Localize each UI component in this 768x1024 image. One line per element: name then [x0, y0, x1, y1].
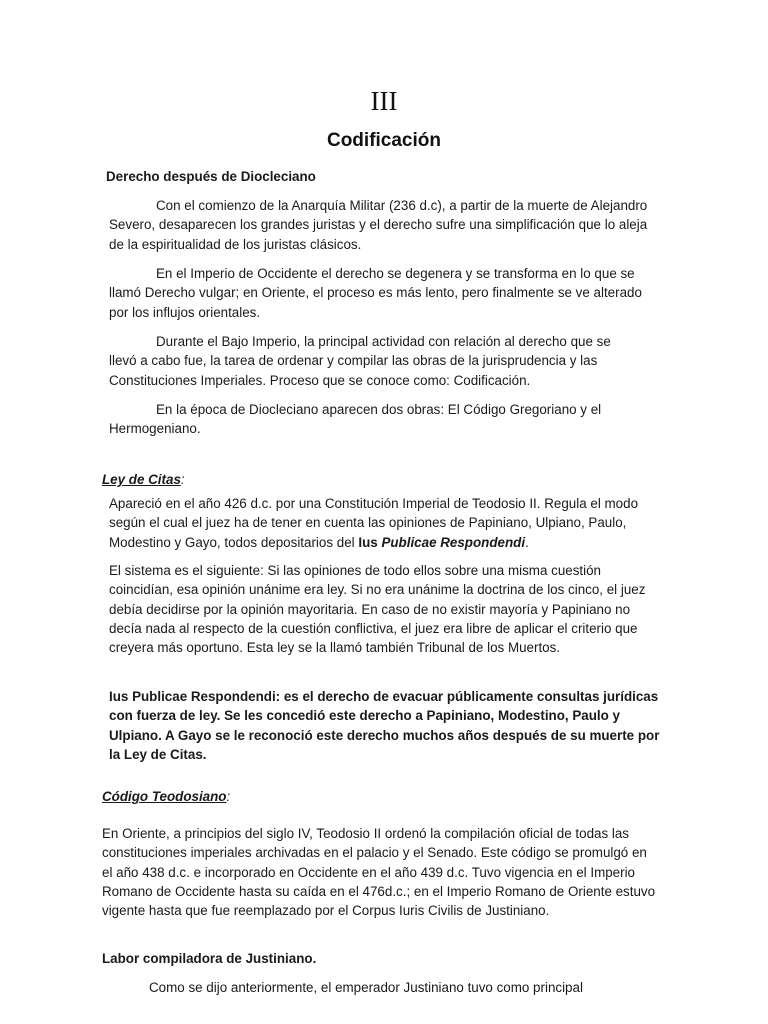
ius-term: Ius: [358, 534, 382, 550]
page-title: Codificación: [326, 130, 441, 151]
section-heading-ley-de-citas: [102, 470, 402, 489]
heading-text: Ley de Citas: [102, 472, 181, 487]
heading-colon: :: [180, 472, 185, 487]
paragraph-end: .: [525, 534, 529, 550]
section2-definition: [109, 687, 661, 764]
paragraph-text: En Oriente, a principios del siglo IV, Teodosio II ordenó la compilación oficial de todas las constituciones imperiales archivadas en el palacio y el Senado. Este código se promulgó en el año 438 d.c. e incorporado en Occidente en el año 439 d.c. Tuvo vigencia en el Imperio Romano de Occidente hasta su caída en el 476d.c.; en el Imperio Romano de Oriente estuvo vigente hasta que fue reemplazado por el Corpus Iuris Civilis de Justiniano.: [102, 826, 656, 919]
paragraph-text: El sistema es el siguiente: Si las opiniones de todo ellos sobre una misma cuestión coincidían, esa opinión unánime era ley. Si no era unánime la doctrina de los cinco, el juez debía decidirse por la opinión mayoritaria. En caso de no existir mayoría y Papiniano no decía nada al respecto de la cuestión conflictiva, el juez era libre de aplicar el criterio que creyera más oportuno. Esta ley se la llamó también Tribunal de los Muertos.: [109, 563, 646, 656]
chapter-number: III: [370, 86, 398, 116]
heading-colon: :: [226, 789, 231, 804]
heading-text: Código Teodosiano: [102, 789, 227, 804]
section1-paragraph-1: [109, 196, 649, 254]
publicae-respondendi-term: Publicae Respondendi: [381, 534, 526, 550]
section4-paragraph-1: [102, 978, 662, 997]
section2-paragraph-2: [109, 561, 661, 657]
paragraph-text: En el Imperio de Occidente el derecho se degenera y se transforma en lo que se llamó Derecho vulgar; en Oriente, el proceso es más lento, pero finalmente se ve alterado por los influjos orientales.: [109, 266, 642, 320]
section-heading-codigo-teodosiano: [102, 787, 402, 806]
paragraph-text: En la época de Diocleciano aparecen dos obras: El Código Gregoriano y el Hermogeniano.: [109, 402, 602, 437]
section-heading-derecho: Derecho después de Diocleciano: [106, 169, 316, 184]
section3-paragraph-1: [102, 824, 658, 920]
paragraph-text: Durante el Bajo Imperio, la principal actividad con relación al derecho que se llevó a cabo fue, la tarea de ordenar y compilar las obras de la jurisprudencia y las Constituciones Imperiales. Proceso que se conoce como: Codificación.: [109, 334, 611, 388]
section1-paragraph-4: [109, 400, 639, 439]
section1-paragraph-3: [109, 332, 639, 390]
paragraph-text: Como se dijo anteriormente, el emperador Justiniano tuvo como principal: [149, 980, 583, 995]
paragraph-text: Apareció en el año 426 d.c. por una Constitución Imperial de Teodosio II. Regula el modo según el cual el juez ha de tener en cuenta las opiniones de Papiniano, Ulpiano, Paulo, Modestino y Gayo, todos depositarios del: [109, 496, 639, 550]
section2-paragraph-1: [109, 494, 659, 552]
paragraph-text: Con el comienzo de la Anarquía Militar (236 d.c), a partir de la muerte de Alejandro Severo, desaparecen los grandes juristas y el derecho sufre una simplificación que lo aleja de la espiritualidad de los juristas clásicos.: [109, 198, 648, 252]
section1-paragraph-2: [109, 264, 661, 322]
section-heading-justiniano: Labor compiladora de Justiniano.: [102, 951, 317, 966]
paragraph-text: Ius Publicae Respondendi: es el derecho de evacuar públicamente consultas jurídicas con fuerza de ley. Se les concedió este derecho a Papiniano, Modestino, Paulo y Ulpiano. A Gayo se le reconoció este derecho muchos años después de su muerte por la Ley de Citas.: [109, 689, 660, 762]
